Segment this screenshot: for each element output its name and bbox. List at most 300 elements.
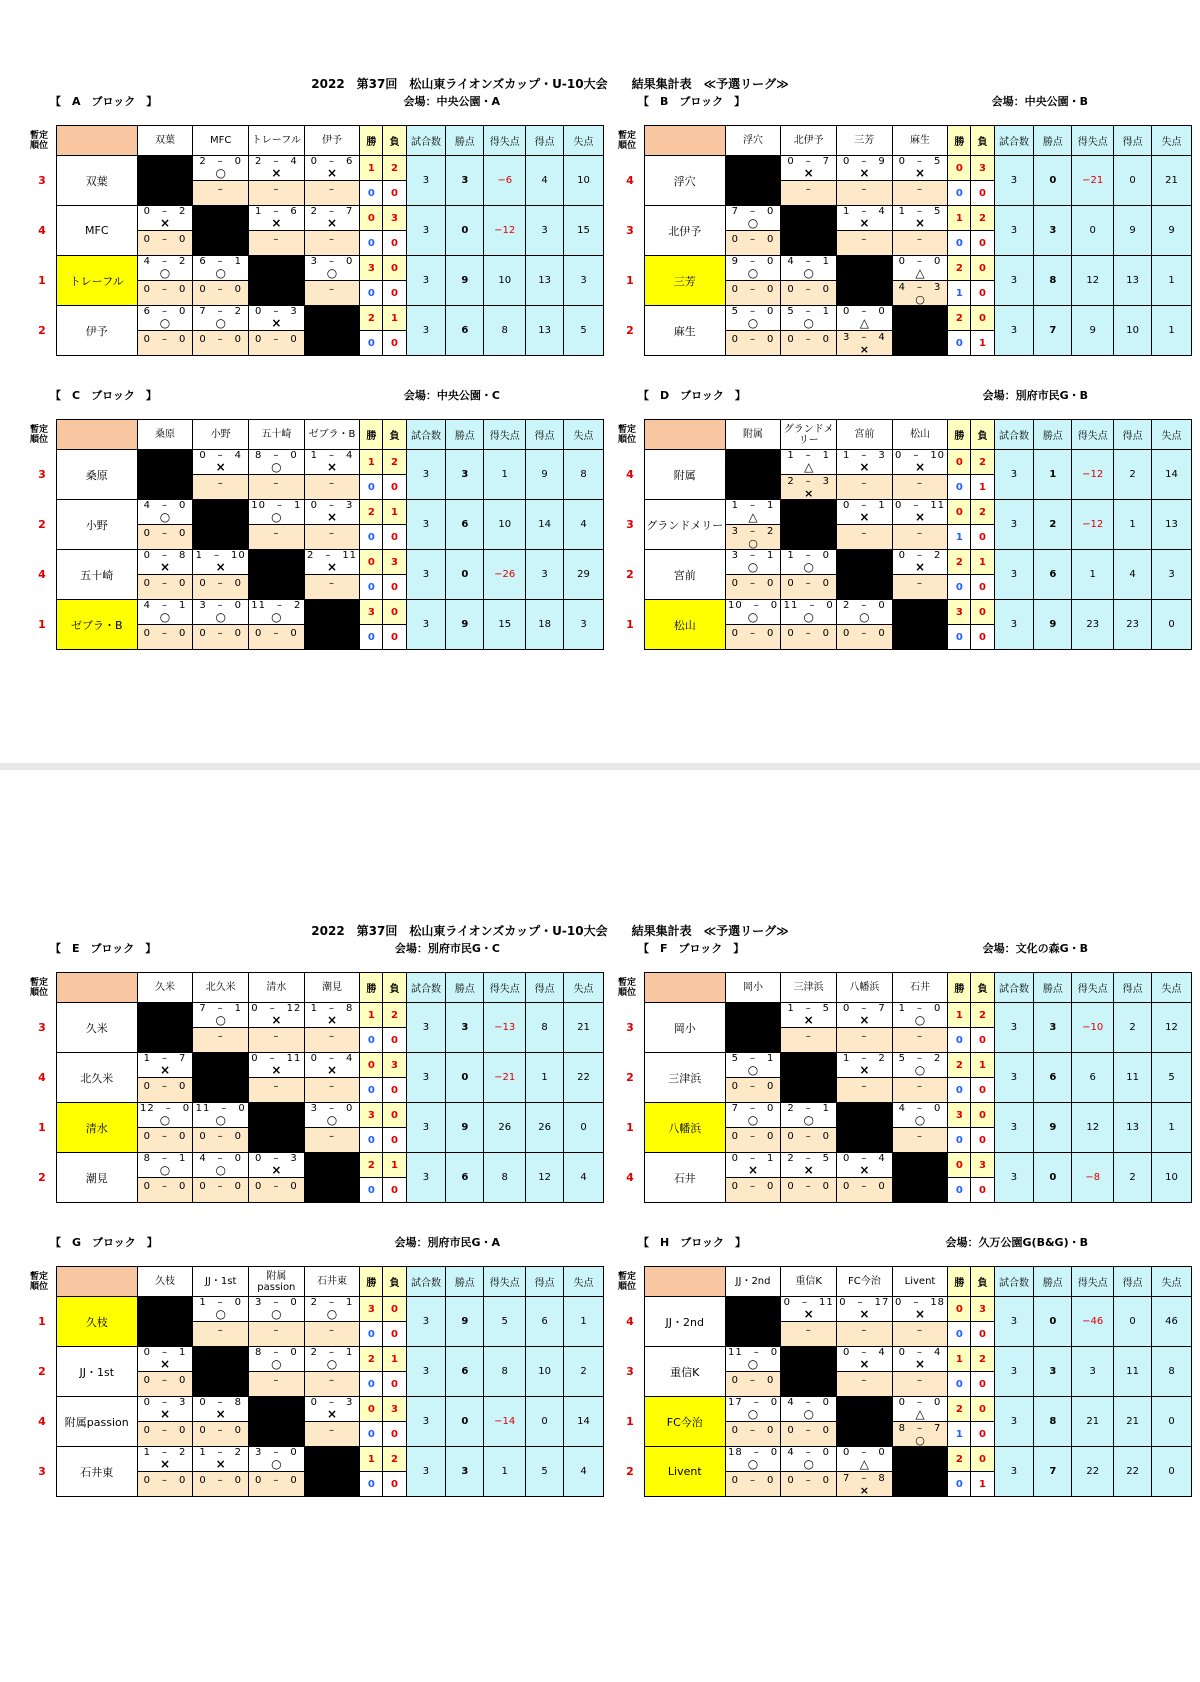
pk-losses-count: 0 <box>383 1178 406 1203</box>
page-title: 2022 第37回 松山東ライオンズカップ・U-10大会 結果集計表 ≪予選リーグ≫ <box>311 77 789 91</box>
rank-value: 3 <box>616 500 644 550</box>
match-score-cell <box>837 1153 893 1178</box>
goals-for: 14 <box>526 500 564 550</box>
goals-against: 46 <box>1152 1297 1192 1347</box>
column-team-header: 宮前 <box>837 420 893 450</box>
goals-against: 5 <box>564 306 604 356</box>
match-score-cell <box>249 450 305 475</box>
wins-count: 0 <box>360 550 383 575</box>
goals-for: 3 <box>526 550 564 600</box>
result-mark: × <box>859 166 870 180</box>
pk-score-cell <box>304 1422 360 1447</box>
pk-losses-count: 0 <box>971 1078 994 1103</box>
pk-wins-count: 0 <box>948 1372 971 1397</box>
goals-against: 0 <box>1152 600 1192 650</box>
goals-against: 0 <box>564 1103 604 1153</box>
pk-score-cell <box>837 331 893 356</box>
points: 3 <box>446 450 484 500</box>
match-score-cell <box>304 156 360 181</box>
points: 3 <box>446 1447 484 1497</box>
points: 9 <box>1034 1103 1072 1153</box>
match-score-cell <box>193 550 249 575</box>
rank-value: 2 <box>28 306 56 356</box>
match-score-cell <box>193 1003 249 1028</box>
pk-score: – <box>217 184 224 195</box>
pk-wins-count: 0 <box>360 575 383 600</box>
column-team-header: JJ・1st <box>193 1267 249 1297</box>
goals-against: 4 <box>564 500 604 550</box>
pk-score-cell <box>837 1078 893 1103</box>
result-mark: × <box>271 316 282 330</box>
pk-score: 0 – 0 <box>143 628 187 639</box>
points: 0 <box>446 1053 484 1103</box>
team-name: 三津浜 <box>644 1053 725 1103</box>
match-score-cell <box>193 1297 249 1322</box>
column-team-header: JJ・2nd <box>725 1267 781 1297</box>
result-mark: ○ <box>159 266 171 280</box>
pk-score: 0 – 0 <box>787 628 831 639</box>
wins-count: 0 <box>948 156 971 181</box>
rank-value: 3 <box>28 1447 56 1497</box>
goals-for: 9 <box>526 450 564 500</box>
result-mark: ○ <box>747 1457 759 1471</box>
match-score: 2 – 0 <box>842 600 886 611</box>
result-mark: × <box>914 166 926 180</box>
goals-for: 8 <box>526 1003 564 1053</box>
result-mark: × <box>215 1457 226 1471</box>
pk-wins-count: 0 <box>360 1128 383 1153</box>
corner-cell <box>644 973 725 1003</box>
stat-header: 得失点 <box>484 973 526 1003</box>
team-name: 石井東 <box>56 1447 137 1497</box>
corner-cell <box>56 973 137 1003</box>
match-score: 0 – 11 <box>894 500 946 511</box>
pk-score: – <box>917 1131 923 1142</box>
match-score-cell <box>781 1103 837 1128</box>
rank-header: 暫定 順位 <box>616 1267 644 1297</box>
column-team-header: 五十崎 <box>249 420 305 450</box>
pk-losses-count: 0 <box>383 1322 406 1347</box>
match-score: 4 – 2 <box>143 256 187 267</box>
stat-header: 試合数 <box>994 973 1034 1003</box>
goals-against: 29 <box>564 550 604 600</box>
self-match-cell <box>137 1297 193 1347</box>
result-mark: ○ <box>215 1113 226 1127</box>
stat-header: 勝 <box>948 420 971 450</box>
result-mark: ○ <box>271 610 282 624</box>
rank-value: 4 <box>616 1297 644 1347</box>
block-header <box>50 387 550 403</box>
goals-for: 2 <box>1114 1153 1152 1203</box>
pk-score: 0 – 0 <box>787 1425 831 1436</box>
goal-difference: 3 <box>1072 1347 1114 1397</box>
column-team-header: 附属 passion <box>249 1267 305 1297</box>
goals-for: 13 <box>1114 256 1152 306</box>
team-name: 三芳 <box>644 256 725 306</box>
losses-count: 0 <box>971 256 994 281</box>
pk-wins-count: 0 <box>948 181 971 206</box>
result-mark: ○ <box>803 316 814 330</box>
goal-difference: 5 <box>484 1297 526 1347</box>
stat-header: 得失点 <box>1072 1267 1114 1297</box>
match-score: 2 – 11 <box>306 550 358 561</box>
result-mark: ○ <box>215 166 226 180</box>
pk-wins-count: 0 <box>360 1178 383 1203</box>
result-mark: × <box>160 1063 171 1077</box>
team-name: 八幡浜 <box>644 1103 725 1153</box>
match-score-cell <box>193 256 249 281</box>
pk-losses-count: 0 <box>383 1422 406 1447</box>
losses-count: 1 <box>383 306 406 331</box>
wins-count: 2 <box>360 1347 383 1372</box>
pk-score-cell <box>304 1078 360 1103</box>
match-score: 4 – 1 <box>787 256 831 267</box>
result-mark: ○ <box>215 610 226 624</box>
match-score: 0 – 4 <box>310 1053 354 1064</box>
column-team-header: 桑原 <box>137 420 193 450</box>
points: 7 <box>1034 1447 1072 1497</box>
points: 1 <box>1034 450 1072 500</box>
goals-against: 1 <box>1152 306 1192 356</box>
losses-count: 0 <box>971 1103 994 1128</box>
team-name: ゼブラ・B <box>56 600 137 650</box>
stat-header: 勝点 <box>1034 973 1072 1003</box>
match-score-cell <box>249 1153 305 1178</box>
team-name: 北伊予 <box>644 206 725 256</box>
pk-score: – <box>861 1031 868 1042</box>
losses-count: 1 <box>383 1347 406 1372</box>
match-score: 4 – 0 <box>898 1103 942 1114</box>
pk-wins-count: 0 <box>948 1028 971 1053</box>
pk-score: – <box>917 234 923 245</box>
pk-score-cell <box>304 1128 360 1153</box>
wins-count: 2 <box>360 500 383 525</box>
pk-score: 0 – 0 <box>199 578 243 589</box>
match-score: 0 – 7 <box>842 1003 886 1014</box>
pk-score: 0 – 0 <box>731 1081 775 1092</box>
match-score-cell <box>304 256 360 281</box>
stat-header: 得点 <box>1114 126 1152 156</box>
pk-wins-count: 0 <box>360 1078 383 1103</box>
pk-score: 0 – 0 <box>199 1131 243 1142</box>
match-score-cell <box>837 1053 893 1078</box>
stat-header: 勝点 <box>1034 420 1072 450</box>
pk-score-cell <box>137 1128 193 1153</box>
match-score-cell <box>137 600 193 625</box>
pk-score-cell <box>725 281 781 306</box>
self-match-cell <box>892 1447 948 1497</box>
match-score: 0 – 3 <box>143 1397 187 1408</box>
rank-value: 1 <box>616 256 644 306</box>
wins-count: 0 <box>948 1297 971 1322</box>
match-score: 3 – 0 <box>254 1297 298 1308</box>
rank-value: 1 <box>28 1297 56 1347</box>
pk-score-cell <box>249 1178 305 1203</box>
pk-score-cell <box>781 281 837 306</box>
team-name: 伊予 <box>56 306 137 356</box>
pk-score: – <box>805 1325 812 1336</box>
match-score: 0 – 2 <box>143 206 187 217</box>
rank-value: 1 <box>28 256 56 306</box>
pk-losses-count: 0 <box>971 1128 994 1153</box>
points: 0 <box>1034 1153 1072 1203</box>
pk-score-cell <box>892 1422 948 1447</box>
rank-value: 2 <box>616 306 644 356</box>
result-mark: × <box>914 1357 926 1371</box>
column-team-header: 北久米 <box>193 973 249 1003</box>
match-score: 0 – 17 <box>839 1297 890 1308</box>
pk-score: 0 – 0 <box>842 1181 886 1192</box>
pk-score-cell <box>193 331 249 356</box>
pk-score-cell <box>837 475 893 500</box>
match-score: 0 – 12 <box>251 1003 302 1014</box>
result-mark: ○ <box>215 1013 226 1027</box>
result-mark: ○ <box>747 560 759 574</box>
pk-score: 0 – 0 <box>254 334 298 345</box>
match-score: 8 – 0 <box>254 450 298 461</box>
pk-score: 0 – 0 <box>731 1181 775 1192</box>
match-score-cell <box>892 156 948 181</box>
goals-against: 0 <box>1152 1447 1192 1497</box>
self-match-cell <box>249 1103 305 1153</box>
pk-losses-count: 0 <box>971 1178 994 1203</box>
match-score: 17 – 0 <box>727 1397 779 1408</box>
goal-difference: 26 <box>484 1103 526 1153</box>
block-venue: 会場：中央公園・A <box>403 95 500 108</box>
match-score-cell <box>892 1003 948 1028</box>
match-score-cell <box>837 1447 893 1472</box>
losses-count: 2 <box>383 450 406 475</box>
self-match-cell <box>781 1053 837 1103</box>
points: 6 <box>446 1153 484 1203</box>
rank-value: 2 <box>616 1447 644 1497</box>
match-score: 1 – 5 <box>898 206 942 217</box>
self-match-cell <box>892 306 948 356</box>
stat-header: 失点 <box>564 973 604 1003</box>
wins-count: 3 <box>948 600 971 625</box>
match-score-cell <box>837 1347 893 1372</box>
pk-score: – <box>861 528 868 539</box>
pk-score-cell <box>304 1028 360 1053</box>
pk-score: – <box>329 234 335 245</box>
match-score-cell <box>137 256 193 281</box>
goals-against: 2 <box>564 1347 604 1397</box>
rank-header: 暫定 順位 <box>28 420 56 450</box>
goal-difference: −12 <box>1072 450 1114 500</box>
self-match-cell <box>193 1053 249 1103</box>
pk-score-cell <box>781 181 837 206</box>
match-score: 0 – 3 <box>310 500 354 511</box>
pk-score-cell <box>249 1322 305 1347</box>
games-played: 3 <box>994 206 1034 256</box>
pk-result-mark: × <box>859 343 869 356</box>
column-team-header: 岡小 <box>725 973 781 1003</box>
games-played: 3 <box>406 1103 446 1153</box>
rank-value: 2 <box>616 1053 644 1103</box>
pk-wins-count: 0 <box>360 475 383 500</box>
match-score-cell <box>249 600 305 625</box>
pk-score-cell <box>781 1128 837 1153</box>
column-team-header: 久米 <box>137 973 193 1003</box>
pk-score-cell <box>137 281 193 306</box>
wins-count: 2 <box>948 306 971 331</box>
stat-header: 試合数 <box>406 1267 446 1297</box>
column-team-header: 麻生 <box>892 126 948 156</box>
result-mark: ○ <box>859 610 870 624</box>
losses-count: 0 <box>383 600 406 625</box>
games-played: 3 <box>994 550 1034 600</box>
games-played: 3 <box>994 256 1034 306</box>
match-score: 3 – 0 <box>310 256 354 267</box>
result-mark: ○ <box>747 1113 759 1127</box>
stat-header: 得失点 <box>1072 126 1114 156</box>
self-match-cell <box>249 1397 305 1447</box>
rank-value: 3 <box>616 1003 644 1053</box>
pk-score-cell <box>781 1472 837 1497</box>
match-score: 0 – 0 <box>842 306 886 317</box>
goals-for: 23 <box>1114 600 1152 650</box>
games-played: 3 <box>994 1297 1034 1347</box>
pk-score: 0 – 0 <box>199 284 243 295</box>
pk-score: – <box>861 1081 868 1092</box>
match-score: 0 – 4 <box>199 450 243 461</box>
goal-difference: 8 <box>484 1347 526 1397</box>
pk-score: – <box>917 578 923 589</box>
result-mark: × <box>326 1407 338 1421</box>
result-mark: ○ <box>271 460 282 474</box>
match-score: 0 – 1 <box>731 1153 775 1164</box>
goal-difference: −21 <box>1072 156 1114 206</box>
pk-score-cell <box>892 231 948 256</box>
self-match-cell <box>193 206 249 256</box>
match-score-cell <box>781 306 837 331</box>
pk-score-cell <box>304 525 360 550</box>
goal-difference: 1 <box>1072 550 1114 600</box>
column-team-header: 伊予 <box>304 126 360 156</box>
games-played: 3 <box>994 1153 1034 1203</box>
losses-count: 3 <box>383 1053 406 1078</box>
match-score-cell <box>837 156 893 181</box>
match-score-cell <box>304 450 360 475</box>
pk-score-cell <box>249 231 305 256</box>
match-score: 1 – 3 <box>842 450 886 461</box>
match-score-cell <box>304 500 360 525</box>
match-score: 1 – 5 <box>787 1003 831 1014</box>
match-score-cell <box>137 1103 193 1128</box>
goals-for: 1 <box>526 1053 564 1103</box>
pk-score-cell <box>249 1078 305 1103</box>
wins-count: 0 <box>948 450 971 475</box>
team-name: 久枝 <box>56 1297 137 1347</box>
losses-count: 3 <box>383 1397 406 1422</box>
match-score: 1 – 0 <box>199 1297 243 1308</box>
stat-header: 負 <box>971 420 994 450</box>
goal-difference: 15 <box>484 600 526 650</box>
wins-count: 1 <box>360 156 383 181</box>
column-team-header: トレーフル <box>249 126 305 156</box>
result-mark: ○ <box>159 510 171 524</box>
rank-value: 4 <box>28 550 56 600</box>
block-venue: 会場：中央公園・C <box>403 389 500 402</box>
team-name: Livent <box>644 1447 725 1497</box>
pk-score-cell <box>725 331 781 356</box>
match-score: 2 – 1 <box>310 1347 354 1358</box>
match-score: 1 – 1 <box>787 450 831 461</box>
pk-score: 0 – 0 <box>731 334 775 345</box>
wins-count: 2 <box>948 256 971 281</box>
pk-score-cell <box>837 1472 893 1497</box>
pk-score: 0 – 0 <box>143 1375 187 1386</box>
match-score: 5 – 0 <box>731 306 775 317</box>
goals-against: 1 <box>1152 1103 1192 1153</box>
match-score-cell <box>781 450 837 475</box>
corner-cell <box>56 126 137 156</box>
goals-against: 0 <box>1152 1397 1192 1447</box>
stat-header: 得点 <box>1114 420 1152 450</box>
pk-score-cell <box>837 525 893 550</box>
goal-difference: −13 <box>484 1003 526 1053</box>
block-name: 【 F ブロック 】 <box>638 942 745 955</box>
self-match-cell <box>137 450 193 500</box>
pk-losses-count: 0 <box>383 525 406 550</box>
games-played: 3 <box>406 1297 446 1347</box>
column-team-header: Livent <box>892 1267 948 1297</box>
column-team-header: 三芳 <box>837 126 893 156</box>
self-match-cell <box>249 550 305 600</box>
pk-score: 0 – 0 <box>143 1475 187 1486</box>
result-mark: × <box>160 1457 171 1471</box>
stat-header: 得失点 <box>484 420 526 450</box>
losses-count: 0 <box>971 1397 994 1422</box>
games-played: 3 <box>994 1347 1034 1397</box>
column-team-header: 松山 <box>892 420 948 450</box>
result-mark: △ <box>915 1407 925 1421</box>
stat-header: 得失点 <box>1072 420 1114 450</box>
goals-for: 22 <box>1114 1447 1152 1497</box>
block-venue: 会場：久万公園G(B&G)・B <box>945 1236 1088 1249</box>
stat-header: 勝 <box>948 973 971 1003</box>
column-team-header: FC今治 <box>837 1267 893 1297</box>
match-score-cell <box>137 1397 193 1422</box>
losses-count: 0 <box>383 1103 406 1128</box>
rank-value: 2 <box>28 1153 56 1203</box>
pk-score: 0 – 0 <box>143 528 187 539</box>
pk-losses-count: 0 <box>971 1372 994 1397</box>
pk-losses-count: 0 <box>971 1028 994 1053</box>
pk-wins-count: 0 <box>360 625 383 650</box>
match-score-cell <box>193 600 249 625</box>
match-score-cell <box>193 306 249 331</box>
self-match-cell <box>304 600 360 650</box>
match-score-cell <box>193 1397 249 1422</box>
result-mark: ○ <box>271 1357 282 1371</box>
pk-score-cell <box>781 1322 837 1347</box>
match-score: 8 – 1 <box>143 1153 187 1164</box>
match-score: 5 – 2 <box>898 1053 942 1064</box>
goal-difference: −12 <box>484 206 526 256</box>
team-name: 宮前 <box>644 550 725 600</box>
pk-wins-count: 0 <box>948 575 971 600</box>
losses-count: 2 <box>383 1003 406 1028</box>
goal-difference: 23 <box>1072 600 1114 650</box>
rank-value: 4 <box>616 156 644 206</box>
losses-count: 3 <box>383 206 406 231</box>
stat-header: 失点 <box>564 1267 604 1297</box>
pk-score: 2 – 3 <box>787 476 831 487</box>
pk-score: – <box>917 478 923 489</box>
pk-score-cell <box>892 1322 948 1347</box>
goals-for: 11 <box>1114 1053 1152 1103</box>
